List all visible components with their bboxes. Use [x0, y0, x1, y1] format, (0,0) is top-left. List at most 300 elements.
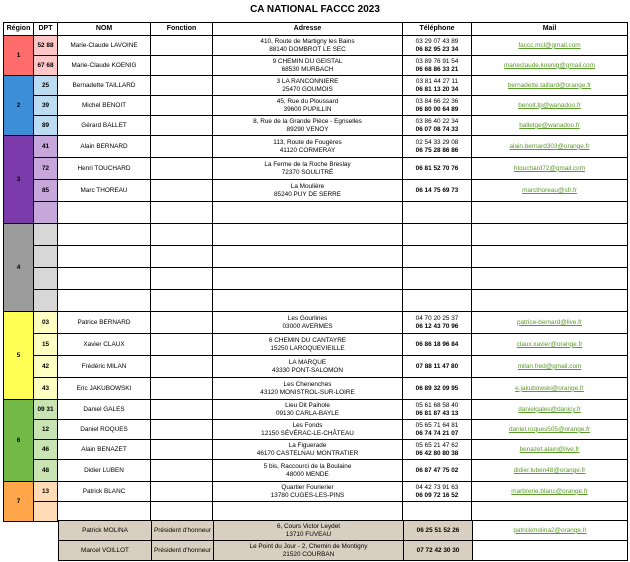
honorary-row: [59, 521, 628, 541]
address-line-2: 09130 CARLA-BAYLE: [275, 409, 340, 417]
fonction-cell: [151, 420, 213, 440]
nom-cell: [58, 312, 151, 334]
adresse-cell: [213, 202, 403, 224]
address-line-1: 45, Rue du Ploussard: [276, 98, 339, 106]
adresse-cell: [213, 440, 403, 460]
nom-cell: [58, 224, 151, 246]
address-line-2: 12150 SÉVÉRAC-LE-CHÂTEAU: [261, 429, 354, 437]
phone-2: 06 81 87 43 13: [415, 409, 459, 417]
address-line-2: 72370 SOULITRÉ: [281, 168, 334, 176]
mail-link[interactable]: milan.fred@gmail.com: [517, 362, 582, 370]
mail-link[interactable]: htouchard72@gmail.com: [513, 164, 586, 172]
nom-cell: [58, 202, 151, 224]
mail-link[interactable]: alain.bernard303@orange.fr: [509, 142, 590, 150]
address-line-1: Les Gourlines: [287, 315, 328, 323]
adresse-cell: [213, 312, 403, 334]
address-line-1: 3 LA RANCONNIERE: [276, 78, 339, 86]
address-line-1: 113, Route de Fougères: [273, 139, 342, 147]
mail-cell: [472, 420, 628, 440]
fonction-cell: [151, 76, 213, 96]
address-line-2: 43330 PONT-SALOMON: [271, 366, 344, 374]
table-row: [4, 158, 628, 180]
phone-2: 06 09 72 16 52: [415, 491, 459, 499]
dpt-cell: [34, 76, 58, 96]
telephone-cell: [403, 378, 472, 400]
nom-cell: [58, 482, 151, 502]
adresse-cell: [213, 246, 403, 268]
hon-function: Président d'honneur: [153, 526, 211, 534]
telephone-cell: [403, 246, 472, 268]
address-line-2: 25470 GOUMOIS: [282, 85, 333, 93]
dpt-cell: [34, 136, 58, 158]
nom-cell: [58, 334, 151, 356]
table-row: [4, 378, 628, 400]
nom-cell: [58, 440, 151, 460]
dpt-value: 89: [41, 121, 50, 129]
fonction-cell: [151, 290, 213, 312]
mail-cell: [472, 400, 628, 420]
mail-link[interactable]: marcthoreau@sfr.fr: [522, 186, 577, 194]
dpt-cell: [34, 116, 58, 136]
header-mail: Mail: [472, 23, 628, 36]
adresse-cell: [213, 180, 403, 202]
member-name: Daniel ROQUES: [80, 425, 128, 433]
mail-cell: [472, 460, 628, 482]
table-row: [4, 312, 628, 334]
dpt-value: 48: [41, 466, 50, 474]
address-line-1: 5 bis, Raccourci de la Boulaine: [263, 463, 352, 471]
fonction-cell: [151, 334, 213, 356]
member-name: Didier LUBEN: [84, 466, 124, 474]
hon-mail-link[interactable]: patrickmolina2@orange.fr: [513, 526, 587, 534]
table-row: [4, 334, 628, 356]
nom-cell: [58, 460, 151, 482]
telephone-cell: [403, 482, 472, 502]
adresse-cell: [213, 400, 403, 420]
phone-2: 06 81 13 20 34: [415, 85, 459, 93]
telephone-cell: [403, 202, 472, 224]
header-fonction: Fonction: [151, 23, 213, 36]
phone-1: 03 86 40 22 34: [415, 118, 459, 126]
honorary-table: [58, 520, 628, 561]
dpt-cell: [34, 440, 58, 460]
telephone-cell: [403, 356, 472, 378]
member-name: Patrick BLANC: [82, 487, 126, 495]
telephone-cell: [403, 312, 472, 334]
region-number: 4: [16, 263, 21, 271]
header-adresse: Adresse: [213, 23, 403, 36]
mail-cell: [472, 290, 628, 312]
dpt-value: 67 68: [37, 61, 54, 69]
hon-phone: 06 25 51 52 26: [416, 526, 460, 534]
nom-cell: [58, 180, 151, 202]
address-line-1: 410, Route de Martigny les Bains: [260, 38, 355, 46]
fonction-cell: [151, 356, 213, 378]
adresse-cell: [213, 378, 403, 400]
fonction-cell: [151, 482, 213, 502]
mail-cell: [472, 502, 628, 522]
telephone-cell: [403, 136, 472, 158]
dpt-cell: [34, 224, 58, 246]
table-row: [4, 180, 628, 202]
members-table: [3, 22, 628, 522]
table-row: [4, 224, 628, 246]
address-line-1: Les Fonds: [292, 422, 323, 430]
dpt-cell: [34, 460, 58, 482]
honorary-row: [59, 541, 628, 561]
telephone-cell: [403, 440, 472, 460]
region-number: 5: [16, 351, 21, 359]
nom-cell: [58, 290, 151, 312]
address-line-1: 9 CHEMIN DU GEISTAL: [272, 58, 343, 66]
telephone-cell: [403, 502, 472, 522]
fonction-cell: [151, 136, 213, 158]
telephone-cell: [403, 56, 472, 76]
table-row: [4, 202, 628, 224]
fonction-cell: [151, 400, 213, 420]
member-name: Alain BENAZET: [81, 445, 127, 453]
header-row: [4, 23, 628, 36]
dpt-cell: [34, 56, 58, 76]
hon-address-line-2: 13710 FUVEAU: [285, 530, 332, 538]
address-line-1: Les Chenenches: [283, 381, 332, 389]
mail-cell: [472, 96, 628, 116]
mail-cell: [472, 76, 628, 96]
adresse-cell: [213, 268, 403, 290]
mail-cell: [472, 180, 628, 202]
table-row: [4, 268, 628, 290]
region-number: 7: [16, 497, 21, 505]
table-row: [4, 116, 628, 136]
phone-1: 04 42 73 91 63: [415, 484, 459, 492]
dpt-cell: [34, 268, 58, 290]
adresse-cell: [213, 56, 403, 76]
dpt-value: 41: [41, 142, 50, 150]
region-number: 3: [16, 175, 21, 183]
address-line-2: 85240 PUY DE SERRE: [273, 190, 342, 198]
hon-address-line-2: 21520 COURBAN: [282, 550, 335, 558]
region-cell: [4, 400, 34, 482]
dpt-cell: [34, 378, 58, 400]
phone-1: 03 89 76 91 54: [415, 58, 459, 66]
table-row: [4, 502, 628, 522]
address-line-1: 8, Rue de la Grande Pièce - Egriselles: [253, 118, 362, 126]
phone-1: 06 14 75 69 73: [415, 186, 459, 194]
telephone-cell: [403, 290, 472, 312]
address-line-1: Quartier Fourierier: [281, 484, 334, 492]
phone-1: 05 61 68 58 40: [415, 402, 459, 410]
header-telephone: Téléphone: [403, 23, 472, 36]
mail-cell: [472, 356, 628, 378]
mail-link[interactable]: benazet.alain@live.fr: [519, 445, 580, 453]
nom-cell: [58, 400, 151, 420]
adresse-cell: [213, 460, 403, 482]
phone-1: 05 65 21 47 62: [415, 442, 459, 450]
member-name: Michel BENOIT: [81, 101, 127, 109]
mail-cell: [472, 378, 628, 400]
adresse-cell: [213, 136, 403, 158]
adresse-cell: [213, 420, 403, 440]
fonction-cell: [151, 502, 213, 522]
region-number: 2: [16, 101, 21, 109]
phone-2: 06 07 08 74 33: [415, 125, 459, 133]
phone-2: 06 75 28 86 86: [415, 146, 459, 154]
telephone-cell: [403, 96, 472, 116]
nom-cell: [58, 356, 151, 378]
telephone-cell: [403, 76, 472, 96]
address-line-2: 89290 VENOY: [286, 125, 329, 133]
member-name: Alain BERNARD: [80, 142, 128, 150]
address-line-2: 15250 LAROQUEVIEILLE: [270, 344, 345, 352]
mail-link[interactable]: marieclaude.koenig@gmail.com: [503, 61, 596, 69]
hon-name: Patrick MOLINA: [82, 526, 128, 534]
dpt-value: 03: [41, 318, 50, 326]
adresse-cell: [213, 96, 403, 116]
region-cell: [4, 36, 34, 76]
fonction-cell: [151, 36, 213, 56]
hon-phone: 07 72 42 30 30: [416, 546, 460, 554]
dpt-cell: [34, 290, 58, 312]
telephone-cell: [403, 268, 472, 290]
address-line-2: 43120 MONISTROL-SUR-LOIRE: [260, 388, 355, 396]
mail-cell: [472, 440, 628, 460]
dpt-cell: [34, 202, 58, 224]
hon-function: Président d'honneur: [153, 546, 211, 554]
mail-cell: [472, 334, 628, 356]
fonction-cell: [151, 378, 213, 400]
hon-address-line-1: Le Point du Jour - 2, Chemin de Montigny: [249, 543, 368, 551]
phone-2: 06 80 00 64 89: [415, 105, 459, 113]
telephone-cell: [403, 400, 472, 420]
table-row: [4, 36, 628, 56]
mail-link[interactable]: e.jakubowski@orange.fr: [515, 384, 584, 392]
table-row: [4, 482, 628, 502]
nom-cell: [58, 136, 151, 158]
table-row: [4, 96, 628, 116]
nom-cell: [58, 378, 151, 400]
adresse-cell: [213, 290, 403, 312]
address-line-2: 88140 DOMBROT LE SEC: [269, 45, 346, 53]
header-dpt: DPT: [34, 23, 58, 36]
member-name: Gérard BALLET: [81, 121, 127, 129]
dpt-cell: [34, 356, 58, 378]
region-cell: [4, 136, 34, 224]
region-number: 1: [16, 51, 21, 59]
phone-1: 04 70 20 25 37: [415, 315, 459, 323]
dpt-cell: [34, 158, 58, 180]
dpt-cell: [34, 96, 58, 116]
dpt-value: 15: [41, 340, 50, 348]
dpt-cell: [34, 180, 58, 202]
mail-link[interactable]: patrice-bernard@live.fr: [516, 318, 583, 326]
fonction-cell: [151, 460, 213, 482]
region-cell: [4, 312, 34, 400]
mail-link[interactable]: claux.xavier@orange.fr: [516, 340, 583, 348]
hon-adresse-cell: [214, 541, 404, 561]
dpt-value: 42: [41, 362, 50, 370]
fonction-cell: [151, 268, 213, 290]
address-line-2: 46170 CASTELNAU MONTRATIER: [256, 449, 359, 457]
telephone-cell: [403, 36, 472, 56]
nom-cell: [58, 420, 151, 440]
mail-link[interactable]: bernadette.taillard@orange.fr: [507, 81, 592, 89]
table-row: [4, 136, 628, 158]
address-line-1: La Moulière: [290, 183, 325, 191]
table-row: [4, 246, 628, 268]
member-name: Marie-Claude KOENIG: [71, 61, 137, 69]
member-name: Bernadette TAILLARD: [72, 81, 136, 89]
dpt-value: 85: [41, 186, 50, 194]
region-number: 6: [16, 436, 21, 444]
mail-link[interactable]: benoit.tp@wanadoo.fr: [518, 101, 581, 109]
mail-link[interactable]: daniel.roques505@orange.fr: [508, 425, 591, 433]
nom-cell: [58, 268, 151, 290]
fonction-cell: [151, 246, 213, 268]
nom-cell: [58, 158, 151, 180]
member-name: Henri TOUCHARD: [77, 164, 131, 172]
hon-nom-cell: [59, 541, 152, 561]
hon-mail-cell: [473, 521, 628, 541]
phone-1: 06 81 52 70 76: [415, 164, 459, 172]
dpt-value: 39: [41, 101, 50, 109]
dpt-value: 43: [41, 384, 50, 392]
telephone-cell: [403, 116, 472, 136]
phone-1: 06 89 32 09 95: [415, 384, 459, 392]
nom-cell: [58, 96, 151, 116]
phone-1: 06 87 47 75 02: [415, 466, 459, 474]
hon-fonction-cell: [152, 521, 214, 541]
dpt-cell: [34, 312, 58, 334]
table-row: [4, 56, 628, 76]
mail-cell: [472, 158, 628, 180]
mail-link[interactable]: faccc.mcl@gmail.com: [518, 41, 581, 49]
hon-fonction-cell: [152, 541, 214, 561]
hon-nom-cell: [59, 521, 152, 541]
dpt-cell: [34, 400, 58, 420]
hon-telephone-cell: [404, 541, 473, 561]
adresse-cell: [213, 224, 403, 246]
address-line-1: Lieu Dit Paihole: [285, 402, 330, 410]
phone-2: 06 12 43 70 96: [415, 322, 459, 330]
header-nom: NOM: [58, 23, 151, 36]
table-row: [4, 420, 628, 440]
adresse-cell: [213, 36, 403, 56]
dpt-cell: [34, 482, 58, 502]
member-name: Marc THOREAU: [80, 186, 128, 194]
dpt-value: 13: [41, 487, 50, 495]
fonction-cell: [151, 224, 213, 246]
nom-cell: [58, 246, 151, 268]
dpt-cell: [34, 502, 58, 522]
page-title: CA NATIONAL FACCC 2023: [250, 4, 380, 15]
mail-link[interactable]: didier.luben48@orange.fr: [513, 466, 586, 474]
fonction-cell: [151, 96, 213, 116]
address-line-2: 13780 CUGES-LES-PINS: [270, 491, 345, 499]
mail-cell: [472, 482, 628, 502]
dpt-cell: [34, 420, 58, 440]
table-row: [4, 460, 628, 482]
dpt-cell: [34, 246, 58, 268]
address-line-2: 48000 MENDE: [286, 470, 329, 478]
dpt-cell: [34, 334, 58, 356]
address-line-2: 68530 MURBACH: [281, 65, 334, 73]
dpt-value: 09 31: [37, 405, 54, 413]
phone-1: 03 81 44 27 11: [415, 78, 459, 86]
fonction-cell: [151, 312, 213, 334]
address-line-2: 41120 CORMERAY: [279, 146, 336, 154]
table-row: [4, 400, 628, 420]
phone-2: 06 74 74 21 07: [415, 429, 459, 437]
mail-cell: [472, 268, 628, 290]
phone-1: 06 86 18 96 84: [415, 340, 459, 348]
mail-cell: [472, 116, 628, 136]
region-cell: [4, 224, 34, 312]
member-name: Frédéric MILAN: [81, 362, 127, 370]
fonction-cell: [151, 56, 213, 76]
telephone-cell: [403, 224, 472, 246]
member-name: Marie-Claude LAVOINE: [70, 41, 138, 49]
nom-cell: [58, 56, 151, 76]
telephone-cell: [403, 420, 472, 440]
phone-1: 03 29 07 43 89: [415, 38, 459, 46]
mail-link[interactable]: marbrerie.blanc@orange.fr: [511, 487, 588, 495]
adresse-cell: [213, 482, 403, 502]
nom-cell: [58, 502, 151, 522]
nom-cell: [58, 36, 151, 56]
phone-1: 03 84 66 22 36: [415, 98, 459, 106]
dpt-value: 46: [41, 445, 50, 453]
fonction-cell: [151, 158, 213, 180]
telephone-cell: [403, 158, 472, 180]
header-region: Région: [4, 23, 34, 36]
mail-link[interactable]: balletge@wanadoo.fr: [519, 121, 580, 129]
dpt-cell: [34, 36, 58, 56]
dpt-value: 52 88: [37, 41, 54, 49]
mail-cell: [472, 36, 628, 56]
phone-1: 02 54 33 29 08: [415, 139, 459, 147]
telephone-cell: [403, 180, 472, 202]
fonction-cell: [151, 202, 213, 224]
table-row: [4, 440, 628, 460]
member-name: Xavier CLAUX: [83, 340, 125, 348]
address-line-1: LA MARQUE: [288, 359, 327, 367]
phone-1: 07 88 11 47 80: [415, 362, 459, 370]
table-row: [4, 76, 628, 96]
table-row: [4, 356, 628, 378]
mail-link[interactable]: danielgales@danicy.fr: [518, 405, 581, 413]
dpt-value: 12: [41, 425, 50, 433]
fonction-cell: [151, 116, 213, 136]
address-line-2: 39600 PUPILLIN: [283, 105, 332, 113]
address-line-1: La Figuerade: [288, 442, 327, 450]
hon-telephone-cell: [404, 521, 473, 541]
member-name: Patrice BERNARD: [77, 318, 131, 326]
adresse-cell: [213, 76, 403, 96]
telephone-cell: [403, 334, 472, 356]
adresse-cell: [213, 356, 403, 378]
hon-mail-cell: [473, 541, 628, 561]
fonction-cell: [151, 180, 213, 202]
region-cell: [4, 482, 34, 522]
adresse-cell: [213, 158, 403, 180]
adresse-cell: [213, 502, 403, 522]
address-line-1: La Ferme de la Roche Breslay: [264, 161, 351, 169]
mail-cell: [472, 312, 628, 334]
hon-name: Marcel VOILLOT: [81, 546, 129, 554]
region-cell: [4, 76, 34, 136]
mail-cell: [472, 202, 628, 224]
phone-2: 06 68 86 33 21: [415, 65, 459, 73]
